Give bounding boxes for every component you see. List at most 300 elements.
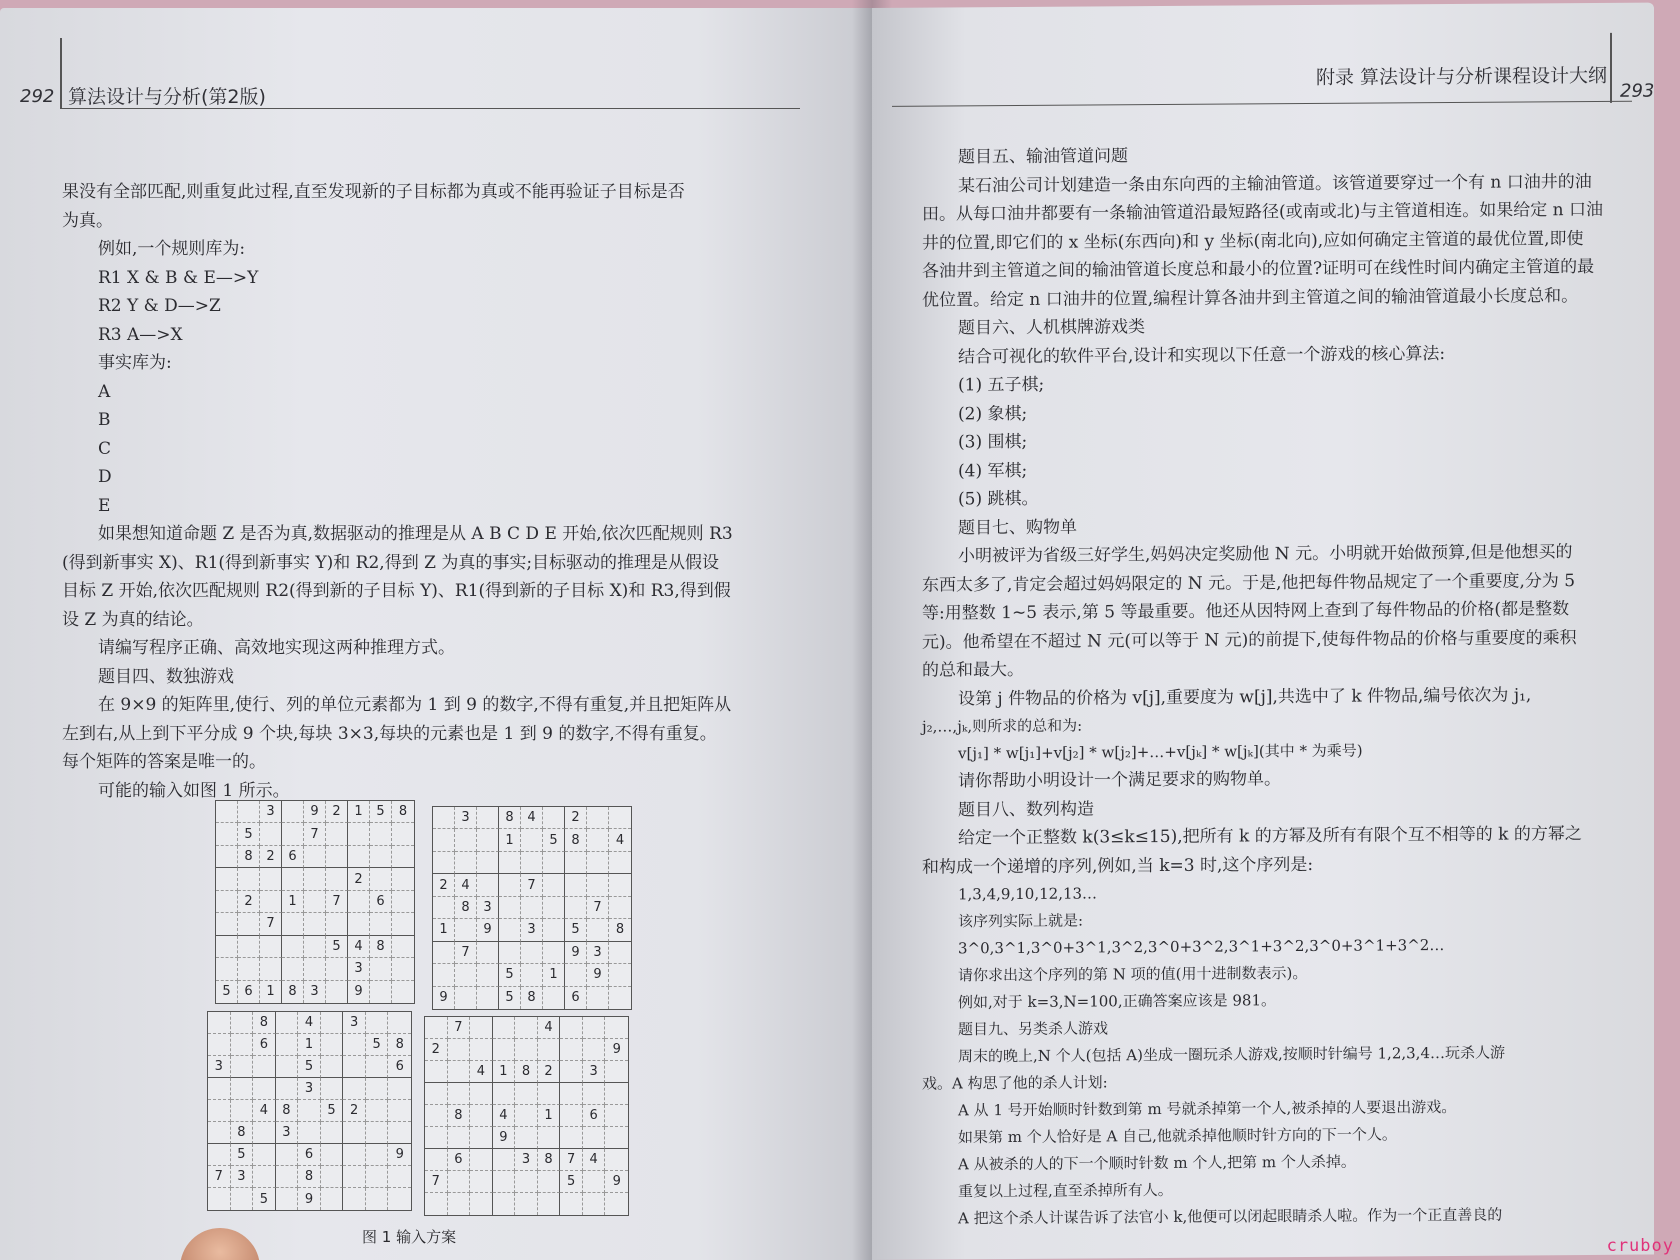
sudoku-cell (560, 1193, 583, 1215)
sudoku-cell (304, 913, 326, 935)
sudoku-cell: 3 (343, 1012, 366, 1034)
sudoku-cell (521, 964, 543, 986)
sudoku-cell (253, 1078, 276, 1100)
sudoku-cell (366, 1144, 389, 1166)
sudoku-cell (521, 852, 543, 874)
sudoku-cell (477, 942, 499, 964)
sudoku-cell (538, 1083, 561, 1105)
sudoku-cell (326, 958, 348, 980)
body-line: 戏。A 构思了他的杀人计划: (922, 1073, 1108, 1093)
sudoku-cell: 4 (538, 1017, 561, 1039)
sudoku-cell (392, 936, 414, 958)
sudoku-cell (455, 964, 477, 986)
sudoku-cell: 9 (388, 1144, 411, 1166)
sudoku-grid-2 (432, 806, 632, 1010)
sudoku-cell (605, 1193, 628, 1215)
sudoku-cell (326, 981, 348, 1003)
sudoku-cell (370, 958, 392, 980)
sudoku-cell (470, 1171, 493, 1193)
sudoku-cell: 1 (493, 1061, 516, 1083)
sudoku-cell: 3 (276, 1122, 299, 1144)
sudoku-cell (253, 1144, 276, 1166)
sudoku-cell (348, 846, 370, 868)
sudoku-cell (543, 897, 565, 919)
sudoku-cell (565, 964, 587, 986)
sudoku-cell (605, 1127, 628, 1149)
sudoku-cell: 1 (348, 801, 370, 823)
sudoku-cell (499, 897, 521, 919)
sudoku-cell: 7 (521, 874, 543, 896)
body-line: 在 9×9 的矩阵里,使行、列的单位元素都为 1 到 9 的数字,不得有重复,并且把矩阵从 (98, 695, 732, 715)
sudoku-cell (560, 1017, 583, 1039)
sudoku-cell: 5 (366, 1034, 389, 1056)
fact-line: E (98, 495, 111, 516)
sudoku-grid-4 (424, 1016, 629, 1216)
sudoku-cell: 1 (433, 919, 455, 941)
sudoku-cell: 1 (543, 964, 565, 986)
sudoku-cell (543, 919, 565, 941)
section-heading: 题目四、数独游戏 (98, 666, 234, 687)
sudoku-cell (433, 852, 455, 874)
sudoku-cell: 6 (448, 1149, 471, 1171)
sudoku-cell (216, 891, 238, 913)
sudoku-cell (583, 1039, 606, 1061)
list-item: (4) 军棋; (958, 460, 1028, 481)
body-line: 请编写程序正确、高效地实现这两种推理方式。 (98, 638, 455, 658)
sudoku-cell (425, 1105, 448, 1127)
sudoku-cell: 3 (583, 1061, 606, 1083)
left-body-text (62, 178, 733, 805)
body-line: 元)。他希望在不超过 N 元(可以等于 N 元)的前提下,使每件物品的价格与重要度的乘积 (922, 627, 1577, 653)
sudoku-cell: 7 (587, 897, 609, 919)
sudoku-cell (276, 1144, 299, 1166)
sudoku-cell (370, 846, 392, 868)
sudoku-cell (543, 874, 565, 896)
fact-line: D (98, 467, 112, 487)
body-line: 事实库为: (98, 353, 172, 373)
formula-line: j₂,…,jₖ,则所求的总和为: (922, 716, 1083, 736)
sudoku-cell (583, 1127, 606, 1149)
left-page (0, 8, 872, 1260)
sudoku-cell (515, 1171, 538, 1193)
sudoku-cell: 9 (493, 1127, 516, 1149)
sudoku-cell (282, 958, 304, 980)
sudoku-cell (343, 1166, 366, 1188)
figure-caption: 图 1 输入方案 (362, 1228, 457, 1246)
sudoku-cell (560, 1061, 583, 1083)
sudoku-cell (433, 897, 455, 919)
sudoku-cell (392, 823, 414, 845)
sudoku-cell (321, 1078, 344, 1100)
sudoku-cell (477, 874, 499, 896)
sudoku-cell (208, 1188, 231, 1210)
body-line: 如果想知道命题 Z 是否为真,数据驱动的推理是从 A B C D E 开始,依次匹配规则 R3 (98, 524, 733, 544)
sudoku-cell: 8 (565, 829, 587, 851)
sudoku-cell: 8 (388, 1034, 411, 1056)
sudoku-cell: 8 (455, 897, 477, 919)
sudoku-cell (298, 1122, 321, 1144)
sudoku-cell (231, 1188, 254, 1210)
sudoku-cell (392, 846, 414, 868)
sudoku-cell (448, 1039, 471, 1061)
sudoku-cell (276, 1078, 299, 1100)
sudoku-cell (366, 1056, 389, 1078)
sudoku-cell (276, 1012, 299, 1034)
sudoku-cell (216, 846, 238, 868)
body-line: 井的位置,即它们的 x 坐标(东西向)和 y 坐标(南北向),应如何确定主管道的最优位置,即使 (922, 228, 1584, 254)
sudoku-cell (366, 1100, 389, 1122)
sudoku-cell: 1 (499, 829, 521, 851)
sudoku-cell: 3 (298, 1078, 321, 1100)
sudoku-cell: 9 (348, 981, 370, 1003)
sudoku-cell (605, 1061, 628, 1083)
sudoku-cell (493, 1149, 516, 1171)
list-item: (1) 五子棋; (958, 374, 1045, 396)
sudoku-cell (321, 1188, 344, 1210)
sudoku-cell (470, 1149, 493, 1171)
sudoku-cell (560, 1105, 583, 1127)
formula-line: v[j₁] * w[j₁]+v[j₂] * w[j₂]+…+v[jₖ] * w[jₖ](其中 * 为乘号) (958, 741, 1363, 763)
body-line: 小明被评为省级三好学生,妈妈决定奖励他 N 元。小明就开始做预算,但是他想买的 (958, 542, 1573, 567)
rule-line: R2 Y & D—>Z (98, 296, 221, 316)
sudoku-cell (455, 987, 477, 1009)
sudoku-cell: 6 (282, 846, 304, 868)
sudoku-cell (605, 1083, 628, 1105)
sudoku-cell: 8 (448, 1105, 471, 1127)
sudoku-cell: 4 (298, 1012, 321, 1034)
sudoku-cell: 8 (231, 1122, 254, 1144)
sudoku-cell (499, 942, 521, 964)
sudoku-cell (538, 1193, 561, 1215)
sudoku-cell (470, 1083, 493, 1105)
sudoku-cell (425, 1061, 448, 1083)
sudoku-cell (238, 936, 260, 958)
sudoku-cell (321, 1012, 344, 1034)
sudoku-cell (425, 1017, 448, 1039)
sudoku-cell (238, 913, 260, 935)
section-heading: 题目五、输油管道问题 (958, 146, 1128, 168)
sudoku-cell (587, 852, 609, 874)
right-page-number: 293 (1620, 80, 1654, 102)
sudoku-cell (304, 868, 326, 890)
sudoku-cell: 4 (493, 1105, 516, 1127)
sudoku-cell: 5 (370, 801, 392, 823)
sudoku-cell: 3 (521, 919, 543, 941)
sudoku-cell (343, 1034, 366, 1056)
sudoku-cell (470, 1193, 493, 1215)
sudoku-cell: 4 (609, 829, 631, 851)
body-line: 该序列实际上就是: (958, 911, 1084, 931)
sudoku-cell: 9 (298, 1188, 321, 1210)
sudoku-cell (425, 1083, 448, 1105)
left-header-rule-vertical (60, 38, 62, 108)
sudoku-cell (282, 936, 304, 958)
sudoku-cell: 8 (521, 987, 543, 1009)
sudoku-cell (208, 1144, 231, 1166)
sudoku-cell (216, 958, 238, 980)
sudoku-cell (231, 1078, 254, 1100)
sudoku-cell: 8 (538, 1149, 561, 1171)
sudoku-cell (605, 1149, 628, 1171)
sudoku-cell (253, 1122, 276, 1144)
sudoku-cell (321, 1166, 344, 1188)
sudoku-cell: 5 (499, 964, 521, 986)
sudoku-cell (392, 958, 414, 980)
fact-line: C (98, 438, 112, 459)
sudoku-cell: 1 (298, 1034, 321, 1056)
sudoku-cell: 6 (238, 981, 260, 1003)
sudoku-cell (609, 942, 631, 964)
sudoku-cell (538, 1039, 561, 1061)
sudoku-cell (515, 1083, 538, 1105)
sudoku-cell: 9 (565, 942, 587, 964)
sudoku-cell (388, 1166, 411, 1188)
sudoku-cell: 7 (326, 891, 348, 913)
sudoku-cell (388, 1100, 411, 1122)
sudoku-cell (392, 981, 414, 1003)
sudoku-cell: 9 (605, 1171, 628, 1193)
list-item: (3) 围棋; (958, 431, 1028, 453)
body-line: 田。从每口油井都要有一条输油管道沿最短路径(或南或北)与主管道相连。如果给定 n 口油 (922, 199, 1604, 225)
sudoku-cell (433, 829, 455, 851)
body-line: 重复以上过程,直至杀掉所有人。 (958, 1180, 1173, 1201)
sudoku-cell (304, 958, 326, 980)
sudoku-cell: 5 (543, 829, 565, 851)
sudoku-cell: 6 (253, 1034, 276, 1056)
sudoku-cell (543, 942, 565, 964)
body-line: 可能的输入如图 1 所示。 (98, 780, 290, 801)
sudoku-cell (515, 1105, 538, 1127)
body-line: 和构成一个递增的序列,例如,当 k=3 时,这个序列是: (922, 854, 1314, 878)
section-heading: 题目九、另类杀人游戏 (958, 1019, 1109, 1039)
sudoku-cell (587, 874, 609, 896)
sudoku-cell (565, 874, 587, 896)
sudoku-cell: 9 (433, 987, 455, 1009)
sudoku-cell (231, 1100, 254, 1122)
sudoku-cell (609, 807, 631, 829)
body-line: 某石油公司计划建造一条由东向西的主输油管道。该管道要穿过一个有 n 口油井的油 (958, 171, 1592, 196)
sudoku-cell (499, 919, 521, 941)
body-line: 目标 Z 开始,依次匹配规则 R2(得到新的子目标 Y)、R1(得到新的子目标 X)和 R3,得到假 (62, 581, 731, 601)
sudoku-cell (326, 913, 348, 935)
sudoku-cell: 7 (304, 823, 326, 845)
sudoku-cell (448, 1061, 471, 1083)
sudoku-cell (565, 852, 587, 874)
sudoku-cell (521, 829, 543, 851)
list-item: (5) 跳棋。 (958, 488, 1039, 510)
sudoku-cell (276, 1166, 299, 1188)
sudoku-cell (260, 868, 282, 890)
sudoku-cell (253, 1166, 276, 1188)
sudoku-cell (321, 1034, 344, 1056)
sudoku-cell: 6 (388, 1056, 411, 1078)
sudoku-cell (448, 1171, 471, 1193)
sudoku-cell (515, 1127, 538, 1149)
sudoku-cell: 7 (455, 942, 477, 964)
sudoku-cell: 2 (348, 868, 370, 890)
sudoku-cell (343, 1078, 366, 1100)
sudoku-cell (425, 1193, 448, 1215)
body-line: 等:用整数 1~5 表示,第 5 等最重要。他还从因特网上查到了每件物品的价格(都是整数 (922, 599, 1570, 624)
sudoku-cell (370, 981, 392, 1003)
sudoku-cell (392, 891, 414, 913)
sudoku-cell: 5 (253, 1188, 276, 1210)
sudoku-cell: 1 (282, 891, 304, 913)
sudoku-cell (455, 829, 477, 851)
sudoku-cell: 7 (260, 913, 282, 935)
sudoku-cell (208, 1012, 231, 1034)
sudoku-cell (366, 1188, 389, 1210)
sudoku-cell: 2 (538, 1061, 561, 1083)
sudoku-cell (276, 1034, 299, 1056)
left-page-number: 292 (20, 86, 55, 107)
sudoku-cell (216, 913, 238, 935)
sudoku-cell (605, 1105, 628, 1127)
sudoku-cell (425, 1127, 448, 1149)
sudoku-cell: 5 (565, 919, 587, 941)
sudoku-cell: 5 (238, 823, 260, 845)
sudoku-cell (282, 913, 304, 935)
sudoku-cell: 8 (499, 807, 521, 829)
sudoku-cell (543, 852, 565, 874)
sudoku-cell (282, 868, 304, 890)
sudoku-cell (343, 1056, 366, 1078)
sudoku-cell (282, 801, 304, 823)
sudoku-cell (521, 942, 543, 964)
sudoku-cell (433, 942, 455, 964)
sudoku-cell (543, 987, 565, 1009)
body-line: 请你求出这个序列的第 N 项的值(用十进制数表示)。 (958, 963, 1308, 985)
left-running-head: 算法设计与分析(第2版) (68, 86, 266, 108)
right-running-head: 附录 算法设计与分析课程设计大纲 (1316, 64, 1608, 89)
sudoku-cell (348, 891, 370, 913)
rule-line: R1 X & B & E—>Y (98, 267, 259, 288)
sudoku-cell (326, 823, 348, 845)
sudoku-cell: 8 (276, 1100, 299, 1122)
sudoku-cell: 7 (560, 1149, 583, 1171)
sudoku-cell (499, 852, 521, 874)
sudoku-cell (343, 1122, 366, 1144)
sudoku-cell (282, 823, 304, 845)
sudoku-cell: 4 (455, 874, 477, 896)
body-line: 例如,对于 k=3,N=100,正确答案应该是 981。 (958, 991, 1276, 1012)
sudoku-cell (260, 823, 282, 845)
sudoku-cell (433, 807, 455, 829)
section-heading: 题目八、数列构造 (958, 798, 1094, 820)
sudoku-cell (493, 1039, 516, 1061)
sudoku-cell (538, 1127, 561, 1149)
fact-line: A (98, 381, 111, 402)
body-line: 请你帮助小明设计一个满足要求的购物单。 (958, 769, 1281, 792)
sudoku-cell (560, 1083, 583, 1105)
sudoku-cell: 3 (208, 1056, 231, 1078)
sudoku-cell (392, 868, 414, 890)
sudoku-cell: 4 (521, 807, 543, 829)
sudoku-cell (583, 1193, 606, 1215)
sudoku-cell: 2 (238, 891, 260, 913)
sudoku-cell (231, 1012, 254, 1034)
sudoku-cell: 8 (298, 1166, 321, 1188)
sudoku-cell (370, 823, 392, 845)
sudoku-cell (470, 1039, 493, 1061)
watermark: cruboy (1606, 1236, 1674, 1256)
sudoku-cell: 9 (605, 1039, 628, 1061)
sudoku-cell (388, 1122, 411, 1144)
sudoku-cell (515, 1193, 538, 1215)
sudoku-cell: 7 (425, 1171, 448, 1193)
sudoku-cell: 9 (587, 964, 609, 986)
sudoku-cell (455, 852, 477, 874)
sudoku-cell (388, 1012, 411, 1034)
sudoku-cell: 8 (238, 846, 260, 868)
sudoku-cell (238, 868, 260, 890)
sudoku-cell (477, 964, 499, 986)
sudoku-cell (260, 958, 282, 980)
sudoku-cell (304, 936, 326, 958)
body-line: 给定一个正整数 k(3≤k≤15),把所有 k 的方幂及所有有限个互不相等的 k 的方幂之 (958, 824, 1582, 849)
sudoku-cell: 6 (565, 987, 587, 1009)
sudoku-cell: 2 (326, 801, 348, 823)
sudoku-cell (343, 1188, 366, 1210)
body-line: 左到右,从上到下平分成 9 个块,每块 3×3,每块的元素也是 1 到 9 的数字,不得有重复。 (62, 723, 717, 744)
section-heading: 题目六、人机棋牌游戏类 (958, 317, 1145, 339)
sudoku-cell (448, 1083, 471, 1105)
sudoku-cell (370, 868, 392, 890)
sudoku-cell (208, 1034, 231, 1056)
sudoku-cell (448, 1193, 471, 1215)
sudoku-cell: 5 (560, 1171, 583, 1193)
sudoku-cell: 5 (499, 987, 521, 1009)
list-item: (2) 象棋; (958, 403, 1028, 424)
sudoku-cell (543, 807, 565, 829)
sudoku-cell (470, 1105, 493, 1127)
sudoku-cell: 3 (304, 981, 326, 1003)
sudoku-cell (348, 823, 370, 845)
sudoku-cell: 3 (348, 958, 370, 980)
sudoku-cell (565, 897, 587, 919)
sudoku-cell (208, 1100, 231, 1122)
sudoku-grid-1 (215, 800, 415, 1004)
sudoku-grid-3 (207, 1011, 412, 1211)
sudoku-cell: 5 (321, 1100, 344, 1122)
body-line: 结合可视化的软件平台,设计和实现以下任意一个游戏的核心算法: (958, 343, 1446, 367)
sudoku-cell (304, 891, 326, 913)
sudoku-cell (587, 807, 609, 829)
sudoku-cell (321, 1122, 344, 1144)
sudoku-cell (515, 1017, 538, 1039)
sudoku-cell: 5 (231, 1144, 254, 1166)
body-line: 优位置。给定 n 口油井的位置,编程计算各油井到主管道之间的输油管道最小长度总和。 (922, 285, 1579, 311)
sudoku-cell (298, 1100, 321, 1122)
sudoku-cell: 8 (515, 1061, 538, 1083)
body-line: 各油井到主管道之间的输油管道长度总和最小的位置?证明可在线性时间内确定主管道的最 (922, 256, 1595, 282)
sudoku-cell (587, 829, 609, 851)
sudoku-cell (216, 801, 238, 823)
sudoku-cell: 7 (448, 1017, 471, 1039)
sudoku-cell: 9 (477, 919, 499, 941)
sudoku-cell (470, 1017, 493, 1039)
body-line: 东西太多了,肯定会超过妈妈限定的 N 元。于是,他把每件物品规定了一个重要度,分为 5 (922, 570, 1576, 596)
sudoku-cell (433, 964, 455, 986)
sudoku-cell (216, 868, 238, 890)
sudoku-cell (493, 1193, 516, 1215)
sudoku-cell (493, 1083, 516, 1105)
sudoku-cell (587, 987, 609, 1009)
body-line: 设第 j 件物品的价格为 v[j],重要度为 w[j],共选中了 k 件物品,编号依次为 j₁, (958, 684, 1532, 709)
sudoku-cell: 2 (565, 807, 587, 829)
sudoku-cell (321, 1056, 344, 1078)
sudoku-cell (326, 868, 348, 890)
